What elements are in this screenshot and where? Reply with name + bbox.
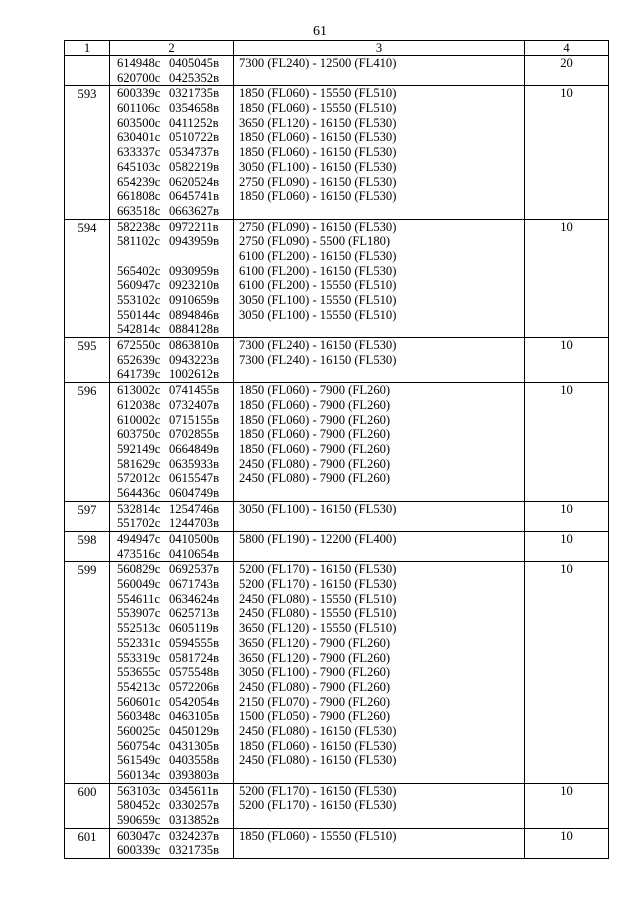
coordinate-pair: [117, 532, 233, 547]
coordinate-pair: [117, 516, 233, 531]
coordinates-cell: [110, 219, 234, 338]
altitude-range: 3050 (FL100) - 16150 (FL530): [239, 501, 397, 516]
value: 10: [560, 501, 573, 516]
coordinate-pair: [117, 636, 233, 651]
longitude: 0393803в: [169, 768, 220, 782]
latitude: 560754с: [117, 738, 161, 753]
latitude: 553907с: [117, 606, 161, 621]
latitude: 610002с: [117, 412, 161, 427]
latitude: 580452с: [117, 798, 161, 813]
altitude-range-cell: [234, 501, 525, 531]
longitude: 0411252в: [169, 115, 219, 130]
zone-number-cell: 599: [65, 562, 110, 783]
coordinate-pair: [117, 592, 233, 607]
altitude-range: 7300 (FL240) - 16150 (FL530): [239, 352, 397, 367]
coordinate-pair: [117, 116, 233, 131]
altitude-range-cell: [234, 532, 525, 562]
longitude: 0594555в: [169, 635, 220, 650]
coordinate-pair: [117, 577, 233, 592]
coordinate-pair: [117, 278, 233, 293]
longitude: 0894846в: [169, 307, 220, 322]
latitude: 600339с: [117, 843, 161, 858]
zone-number-cell: 598: [65, 532, 110, 562]
latitude: 614948с: [117, 56, 161, 70]
longitude: 0732407в: [169, 397, 220, 412]
altitude-range: 2450 (FL080) - 7900 (FL260): [239, 679, 391, 694]
longitude: 0702855в: [169, 427, 220, 442]
latitude: 620700с: [117, 70, 161, 85]
coordinate-pair: [117, 665, 233, 680]
longitude: 0620524в: [169, 174, 220, 189]
longitude: 0572206в: [169, 679, 220, 694]
value: 10: [560, 383, 573, 398]
altitude-range-cell: [234, 86, 525, 219]
longitude: 0534737в: [169, 145, 220, 160]
column-header: 3: [234, 41, 525, 56]
coordinate-pair: [117, 768, 233, 783]
altitude-range-cell: [234, 562, 525, 783]
longitude: 0345611в: [169, 783, 219, 798]
altitude-range-cell: [234, 828, 525, 858]
altitude-range: 2150 (FL070) - 7900 (FL260): [239, 694, 391, 709]
coordinate-pair: [117, 71, 233, 86]
latitude: 612038с: [117, 397, 161, 412]
coordinate-pair: [117, 547, 233, 562]
coordinate-pair: [117, 724, 233, 739]
latitude: 592149с: [117, 441, 161, 456]
altitude-range: 6100 (FL200) - 15550 (FL510): [239, 278, 397, 293]
table-row: [65, 532, 609, 562]
coordinate-pair: [117, 367, 233, 382]
altitude-range-cell: [234, 338, 525, 383]
table-row: [65, 219, 609, 338]
latitude: 601106с: [117, 101, 160, 116]
longitude: 0741455в: [169, 383, 220, 398]
latitude: 551702с: [117, 516, 161, 531]
latitude: 572012с: [117, 471, 161, 486]
altitude-range: 6100 (FL200) - 16150 (FL530): [239, 248, 397, 263]
latitude: 600339с: [117, 86, 161, 101]
value-cell: [525, 532, 609, 562]
coordinate-pair: [117, 651, 233, 666]
coordinate-pair: [117, 753, 233, 768]
longitude: 0575548в: [169, 665, 220, 680]
coordinate-pair: [117, 234, 233, 249]
altitude-range: 1850 (FL060) - 7900 (FL260): [239, 427, 391, 442]
coordinate-pair: [117, 695, 233, 710]
latitude: 553655с: [117, 665, 161, 680]
table-row: [65, 383, 609, 502]
altitude-range: 5200 (FL170) - 16150 (FL530): [239, 783, 397, 798]
column-header: 1: [65, 41, 110, 56]
latitude: 633337с: [117, 145, 161, 160]
altitude-range: 1850 (FL060) - 16150 (FL530): [239, 130, 397, 145]
coordinate-pair: [117, 101, 233, 116]
longitude: 0863810в: [169, 338, 220, 353]
latitude: 560947с: [117, 278, 161, 293]
page-number: 61: [313, 24, 327, 39]
longitude: 0930959в: [169, 263, 220, 278]
altitude-range: 3050 (FL100) - 15550 (FL510): [239, 307, 397, 322]
longitude: 0634624в: [169, 591, 220, 606]
coordinate-pair: [117, 220, 233, 235]
coordinate-pair: [117, 606, 233, 621]
altitude-range: 1850 (FL060) - 7900 (FL260): [239, 383, 391, 398]
longitude: 0403558в: [169, 753, 220, 768]
coordinate-pair: [117, 739, 233, 754]
altitude-range: 2750 (FL090) - 16150 (FL530): [239, 174, 397, 189]
latitude: 560134с: [117, 768, 161, 782]
longitude: 0450129в: [169, 723, 220, 738]
value-cell: [525, 501, 609, 531]
altitude-range: 6100 (FL200) - 16150 (FL530): [239, 263, 397, 278]
altitude-range: 1850 (FL060) - 16150 (FL530): [239, 738, 397, 753]
altitude-range: 1850 (FL060) - 7900 (FL260): [239, 441, 391, 456]
coordinate-pair: [117, 145, 233, 160]
coordinate-pair: [117, 383, 233, 398]
longitude: 0431305в: [169, 738, 220, 753]
longitude: 0923210в: [169, 278, 220, 293]
coordinates-cell: [110, 501, 234, 531]
altitude-range-cell: [234, 383, 525, 502]
table-row: [65, 56, 609, 86]
altitude-range: 3650 (FL120) - 7900 (FL260): [239, 635, 391, 650]
value: 10: [560, 828, 573, 843]
altitude-range: 3650 (FL120) - 7900 (FL260): [239, 650, 391, 665]
value-cell: [525, 56, 609, 86]
altitude-range: 5200 (FL170) - 16150 (FL530): [239, 562, 397, 577]
coordinates-cell: [110, 383, 234, 502]
latitude: 590659с: [117, 813, 161, 828]
altitude-range: 1850 (FL060) - 15550 (FL510): [239, 86, 397, 101]
coordinates-cell: [110, 338, 234, 383]
latitude: 641739с: [117, 367, 161, 382]
altitude-range: 3050 (FL100) - 15550 (FL510): [239, 293, 397, 307]
coordinate-pair: [117, 204, 233, 219]
coordinate-pair: [117, 293, 233, 308]
longitude: 0321735в: [169, 843, 220, 858]
value-cell: [525, 783, 609, 828]
latitude: 554611с: [117, 591, 160, 606]
coordinate-pair: [117, 502, 233, 517]
latitude: 553102с: [117, 293, 161, 307]
latitude: 581102с: [117, 234, 160, 249]
latitude: 661808с: [117, 189, 161, 204]
value: 10: [560, 86, 573, 101]
latitude: 645103с: [117, 159, 161, 174]
altitude-range: 2450 (FL080) - 7900 (FL260): [239, 471, 391, 486]
altitude-range: 1850 (FL060) - 7900 (FL260): [239, 397, 391, 412]
latitude: 564436с: [117, 485, 161, 500]
altitude-range: 1850 (FL060) - 16150 (FL530): [239, 145, 397, 160]
column-header: 2: [110, 41, 234, 56]
longitude: 0324237в: [169, 828, 220, 843]
latitude: 603750с: [117, 427, 161, 442]
latitude: 542814с: [117, 322, 161, 337]
coordinate-pair: [117, 813, 233, 828]
value: 20: [560, 56, 573, 70]
longitude: 0604749в: [169, 485, 220, 500]
longitude: 0910659в: [169, 293, 220, 307]
latitude: 672550с: [117, 338, 161, 353]
longitude: 0321735в: [169, 86, 220, 101]
altitude-range: 1850 (FL060) - 15550 (FL510): [239, 101, 397, 116]
altitude-range: 3650 (FL120) - 15550 (FL510): [239, 621, 397, 636]
coordinate-pair: [117, 442, 233, 457]
altitude-range: 2450 (FL080) - 16150 (FL530): [239, 723, 397, 738]
coordinate-pair: [117, 413, 233, 428]
longitude: 0635933в: [169, 456, 220, 471]
coordinate-pair: [117, 562, 233, 577]
longitude: 0943223в: [169, 352, 220, 367]
latitude: 652639с: [117, 352, 161, 367]
coordinates-cell: [110, 56, 234, 86]
latitude: 561549с: [117, 753, 161, 768]
column-header: 4: [525, 41, 609, 56]
coordinates-cell: [110, 86, 234, 219]
zone-number-cell: 596: [65, 383, 110, 502]
latitude: 560601с: [117, 694, 161, 709]
zone-number-cell: 594: [65, 219, 110, 338]
coordinate-pair: [117, 427, 233, 442]
coordinate-pair: [117, 160, 233, 175]
latitude: 560025с: [117, 723, 161, 738]
coordinate-pair: [117, 398, 233, 413]
latitude: 603047с: [117, 828, 161, 843]
coordinate-pair: [117, 457, 233, 472]
longitude: 0605119в: [169, 621, 219, 636]
airspace-table: [64, 40, 609, 859]
latitude: 563103с: [117, 783, 161, 798]
table-header-row: [65, 41, 609, 56]
altitude-range: 1500 (FL050) - 7900 (FL260): [239, 709, 391, 724]
value-cell: [525, 828, 609, 858]
latitude: 473516с: [117, 546, 161, 561]
latitude: 630401с: [117, 130, 161, 145]
altitude-range: 7300 (FL240) - 12500 (FL410): [239, 56, 397, 70]
longitude: 0943959в: [169, 234, 220, 249]
coordinate-pair: [117, 249, 233, 264]
coordinate-pair: [117, 264, 233, 279]
coordinates-cell: [110, 828, 234, 858]
latitude: 613002с: [117, 383, 161, 398]
coordinate-pair: [117, 353, 233, 368]
coordinates-cell: [110, 783, 234, 828]
longitude: 0410654в: [169, 546, 220, 561]
altitude-range: 2450 (FL080) - 15550 (FL510): [239, 606, 397, 621]
zone-number-cell: 595: [65, 338, 110, 383]
table-row: [65, 562, 609, 783]
longitude: 0625713в: [169, 606, 220, 621]
longitude: 0313852в: [169, 813, 220, 828]
longitude: 0972211в: [169, 219, 219, 234]
longitude: 0615547в: [169, 471, 220, 486]
latitude: 554213с: [117, 679, 161, 694]
latitude: 532814с: [117, 501, 161, 516]
longitude: 0542054в: [169, 694, 220, 709]
latitude: 560829с: [117, 562, 161, 577]
altitude-range: 2750 (FL090) - 16150 (FL530): [239, 219, 397, 234]
longitude: 0410500в: [169, 532, 220, 546]
latitude: 550144с: [117, 307, 161, 322]
latitude: 552331с: [117, 635, 161, 650]
coordinates-cell: [110, 562, 234, 783]
altitude-range-cell: [234, 219, 525, 338]
altitude-range: 3050 (FL100) - 16150 (FL530): [239, 159, 397, 174]
longitude: 0664849в: [169, 441, 220, 456]
coordinate-pair: [117, 338, 233, 353]
value: 10: [560, 219, 573, 234]
coordinate-pair: [117, 843, 233, 858]
table-body: [65, 56, 609, 859]
value-cell: [525, 338, 609, 383]
coordinate-pair: [117, 175, 233, 190]
value: 10: [560, 783, 573, 798]
altitude-range: 2450 (FL080) - 16150 (FL530): [239, 753, 397, 768]
altitude-range: 5800 (FL190) - 12200 (FL400): [239, 532, 397, 546]
zone-number-cell: [65, 56, 110, 86]
altitude-range: 1850 (FL060) - 15550 (FL510): [239, 828, 397, 843]
coordinates-cell: [110, 532, 234, 562]
latitude: 494947с: [117, 532, 161, 546]
altitude-range: 5200 (FL170) - 16150 (FL530): [239, 577, 397, 592]
value-cell: [525, 383, 609, 502]
latitude: 560348с: [117, 709, 161, 724]
longitude: 0663627в: [169, 203, 220, 218]
longitude: 0645741в: [169, 189, 220, 204]
coordinate-pair: [117, 56, 233, 71]
altitude-range-cell: [234, 56, 525, 86]
value-cell: [525, 219, 609, 338]
longitude: 0330257в: [169, 798, 220, 813]
coordinate-pair: [117, 189, 233, 204]
longitude: 0405045в: [169, 56, 220, 70]
longitude: 0715155в: [169, 412, 220, 427]
longitude: 1002612в: [169, 367, 220, 382]
latitude: 654239с: [117, 174, 161, 189]
longitude: 0582219в: [169, 159, 220, 174]
value: 10: [560, 562, 573, 577]
coordinate-pair: [117, 784, 233, 799]
value-cell: [525, 562, 609, 783]
zone-number-cell: 600: [65, 783, 110, 828]
altitude-range: 5200 (FL170) - 16150 (FL530): [239, 798, 397, 813]
latitude: 565402с: [117, 263, 161, 278]
altitude-range: 3050 (FL100) - 7900 (FL260): [239, 665, 391, 680]
latitude: 552513с: [117, 621, 161, 636]
longitude: 0671743в: [169, 577, 220, 592]
longitude: 0425352в: [169, 70, 220, 85]
longitude: 0884128в: [169, 322, 220, 337]
table-row: [65, 828, 609, 858]
zone-number-cell: 593: [65, 86, 110, 219]
coordinate-pair: [117, 471, 233, 486]
altitude-range: 1850 (FL060) - 7900 (FL260): [239, 412, 391, 427]
table-row: [65, 338, 609, 383]
longitude: 0510722в: [169, 130, 220, 145]
coordinate-pair: [117, 709, 233, 724]
table-row: [65, 86, 609, 219]
coordinate-pair: [117, 86, 233, 101]
altitude-range: 2450 (FL080) - 15550 (FL510): [239, 591, 397, 606]
longitude: 0581724в: [169, 650, 220, 665]
altitude-range: 3650 (FL120) - 16150 (FL530): [239, 115, 397, 130]
coordinate-pair: [117, 308, 233, 323]
altitude-range: 7300 (FL240) - 16150 (FL530): [239, 338, 397, 353]
altitude-range-cell: [234, 783, 525, 828]
coordinate-pair: [117, 322, 233, 337]
longitude: 0463105в: [169, 709, 220, 724]
coordinate-pair: [117, 621, 233, 636]
table-row: [65, 501, 609, 531]
altitude-range: 2750 (FL090) - 5500 (FL180): [239, 234, 391, 249]
coordinate-pair: [117, 130, 233, 145]
coordinate-pair: [117, 486, 233, 501]
zone-number-cell: 601: [65, 828, 110, 858]
longitude: 1254746в: [169, 501, 220, 516]
longitude: 0692537в: [169, 562, 220, 577]
latitude: 560049с: [117, 577, 161, 592]
value: 10: [560, 532, 573, 546]
altitude-range: 2450 (FL080) - 7900 (FL260): [239, 456, 391, 471]
longitude: 0354658в: [169, 101, 220, 116]
latitude: 582238с: [117, 219, 161, 234]
value-cell: [525, 86, 609, 219]
coordinate-pair: [117, 829, 233, 844]
latitude: 553319с: [117, 650, 161, 665]
coordinate-pair: [117, 798, 233, 813]
latitude: 663518с: [117, 203, 161, 218]
table-row: [65, 783, 609, 828]
zone-number-cell: 597: [65, 501, 110, 531]
coordinate-pair: [117, 680, 233, 695]
value: 10: [560, 338, 573, 353]
altitude-range: 1850 (FL060) - 16150 (FL530): [239, 189, 397, 204]
latitude: 603500с: [117, 115, 161, 130]
longitude: 1244703в: [169, 516, 220, 531]
latitude: 581629с: [117, 456, 161, 471]
